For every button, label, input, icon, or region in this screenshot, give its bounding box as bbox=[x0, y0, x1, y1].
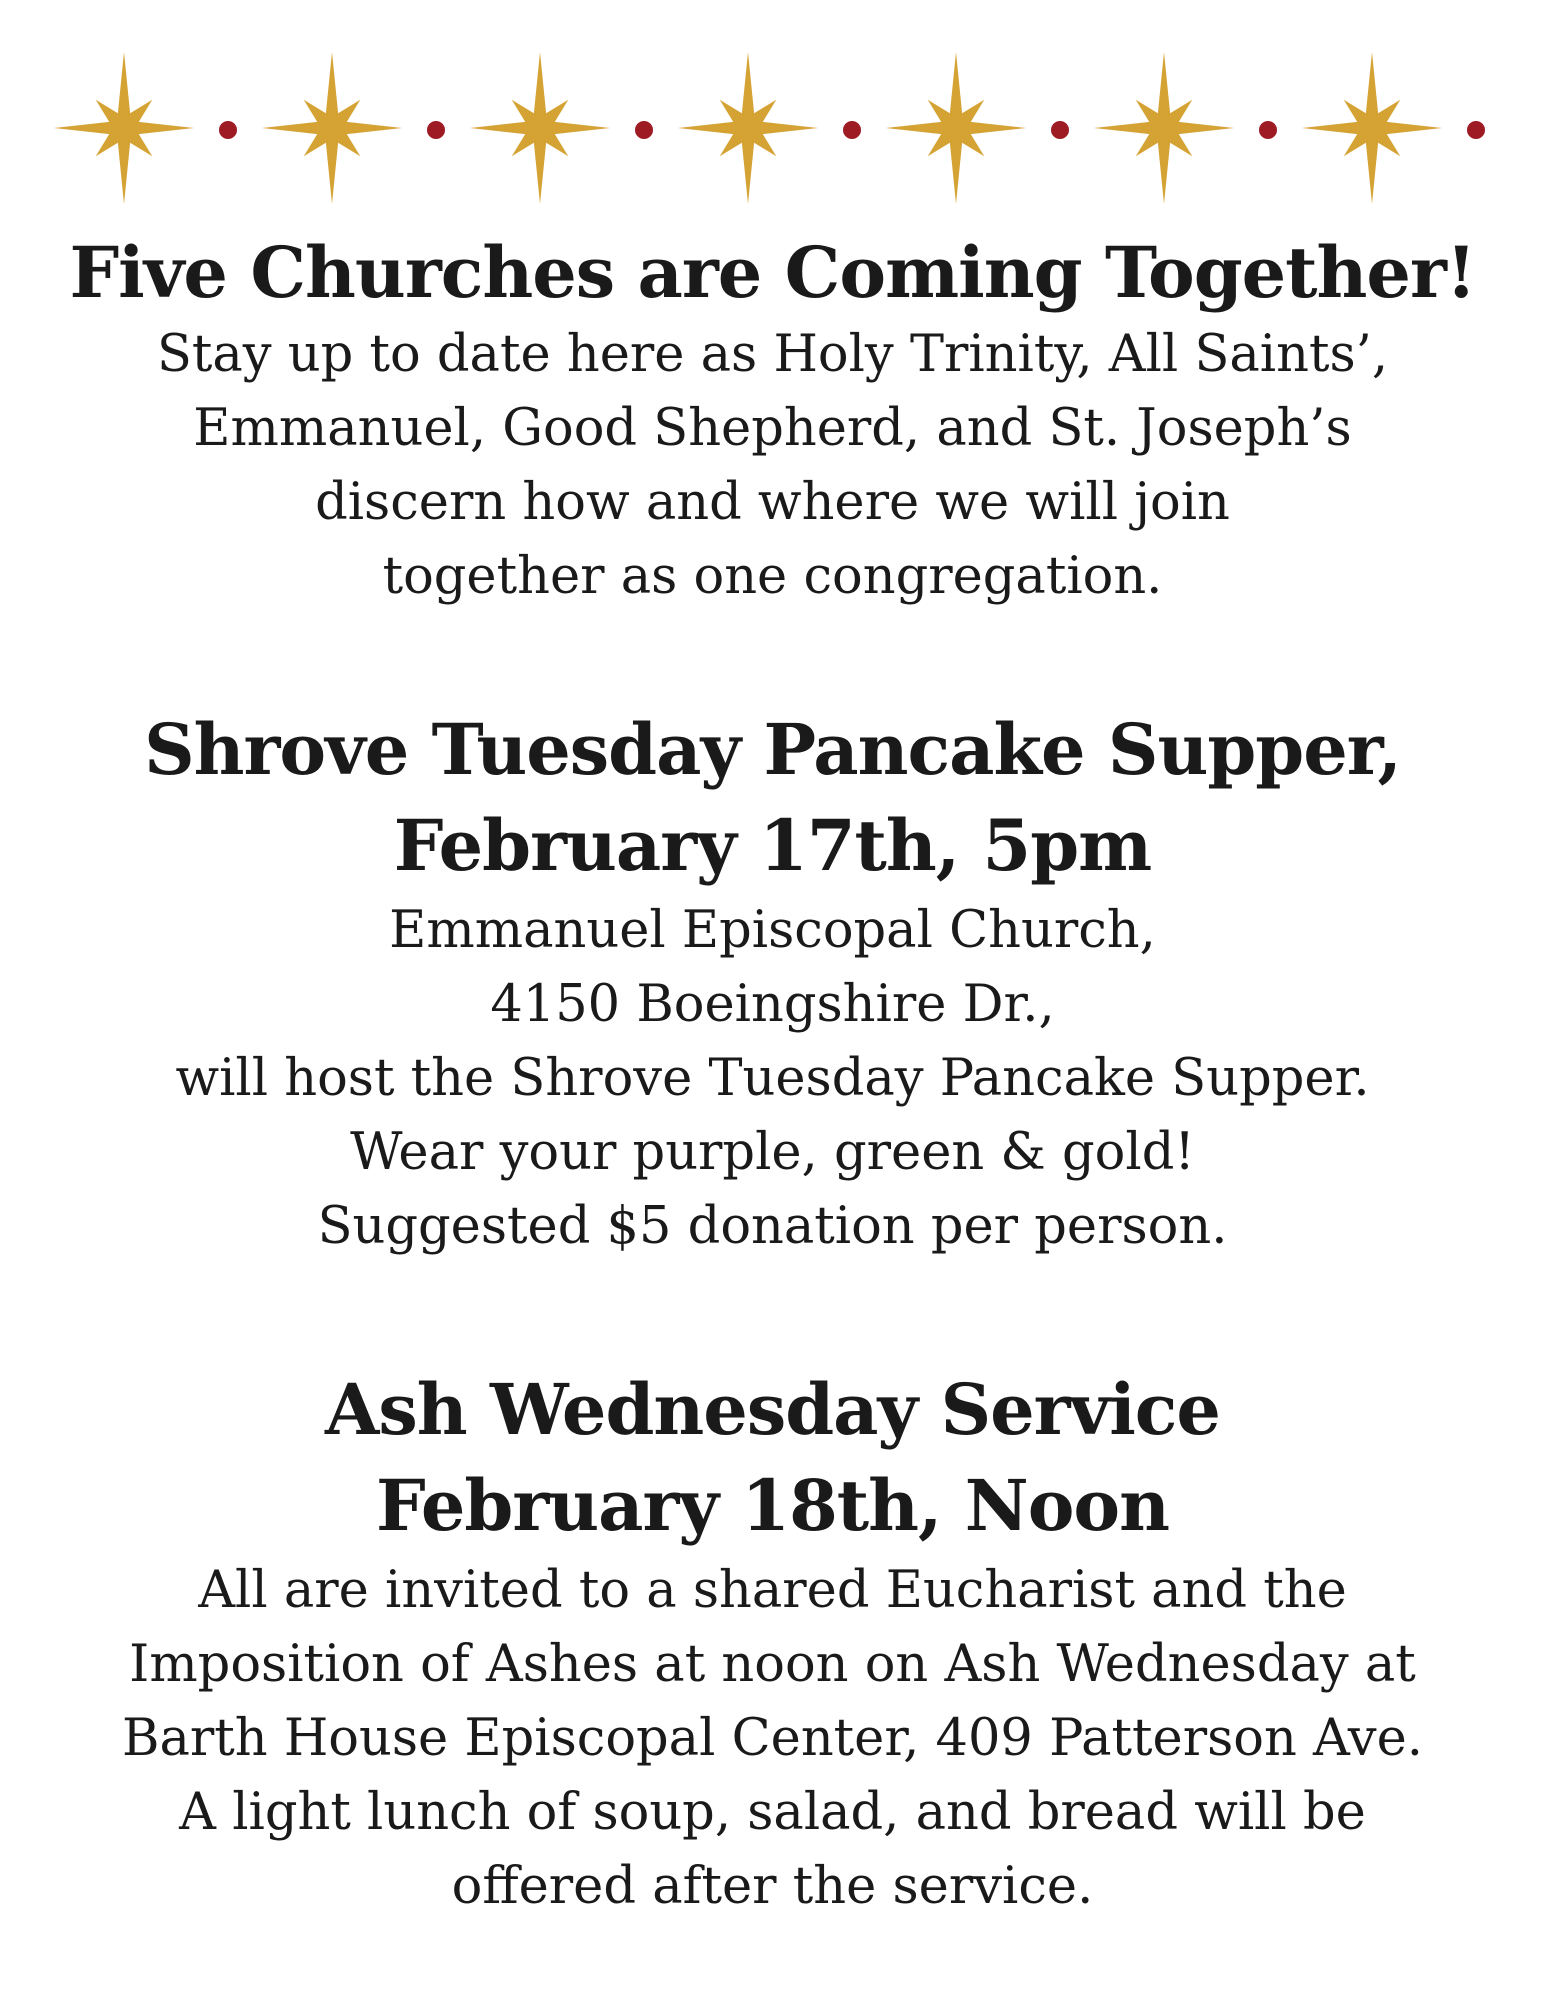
dot-icon bbox=[427, 121, 445, 139]
star-decoration-row bbox=[0, 40, 1545, 220]
ash-wednesday-heading: Ash Wednesday Service bbox=[325, 1368, 1220, 1451]
pancake-supper-heading: Shrove Tuesday Pancake Supper, bbox=[144, 708, 1401, 791]
eight-point-star-icon bbox=[678, 52, 818, 204]
eight-point-star-icon bbox=[470, 52, 610, 204]
pancake-supper-section bbox=[0, 702, 1545, 1264]
pancake-supper-line: Wear your purple, green & gold! bbox=[350, 1123, 1195, 1182]
eight-point-star-icon bbox=[54, 52, 194, 204]
star-decoration bbox=[0, 40, 1545, 220]
ash-wednesday-date: February 18th, Noon bbox=[375, 1464, 1170, 1547]
pancake-supper-date: February 17th, 5pm bbox=[393, 804, 1152, 887]
dot-icon bbox=[219, 121, 237, 139]
eight-point-star-icon bbox=[886, 52, 1026, 204]
dot-icon bbox=[1051, 121, 1069, 139]
dot-icon bbox=[1467, 121, 1485, 139]
intro-line: together as one congregation. bbox=[382, 547, 1163, 606]
pancake-supper-line: Emmanuel Episcopal Church, bbox=[389, 901, 1156, 960]
intro-section bbox=[0, 228, 1545, 614]
intro-line: discern how and where we will join bbox=[315, 473, 1230, 532]
pancake-supper-line: Suggested $5 donation per person. bbox=[317, 1197, 1228, 1256]
intro-line: Stay up to date here as Holy Trinity, All Saints’, bbox=[156, 325, 1389, 384]
pancake-supper-line: will host the Shrove Tuesday Pancake Supper. bbox=[175, 1049, 1370, 1108]
pancake-supper-line: 4150 Boeingshire Dr., bbox=[490, 975, 1055, 1034]
ash-wednesday-line: Barth House Episcopal Center, 409 Patterson Ave. bbox=[122, 1709, 1423, 1768]
eight-point-star-icon bbox=[1302, 52, 1442, 204]
ash-wednesday-line: Imposition of Ashes at noon on Ash Wednesday at bbox=[129, 1635, 1416, 1694]
dot-icon bbox=[1259, 121, 1277, 139]
eight-point-star-icon bbox=[262, 52, 402, 204]
ash-wednesday-line: A light lunch of soup, salad, and bread will be bbox=[179, 1783, 1366, 1842]
ash-wednesday-section bbox=[0, 1362, 1545, 1924]
ash-wednesday-line: offered after the service. bbox=[451, 1857, 1094, 1916]
intro-heading: Five Churches are Coming Together! bbox=[69, 231, 1476, 314]
eight-point-star-icon bbox=[1094, 52, 1234, 204]
dot-icon bbox=[635, 121, 653, 139]
dot-icon bbox=[843, 121, 861, 139]
intro-line: Emmanuel, Good Shepherd, and St. Joseph’s bbox=[193, 399, 1352, 458]
flyer-content bbox=[0, 228, 1545, 1924]
ash-wednesday-line: All are invited to a shared Eucharist and the bbox=[198, 1561, 1347, 1620]
